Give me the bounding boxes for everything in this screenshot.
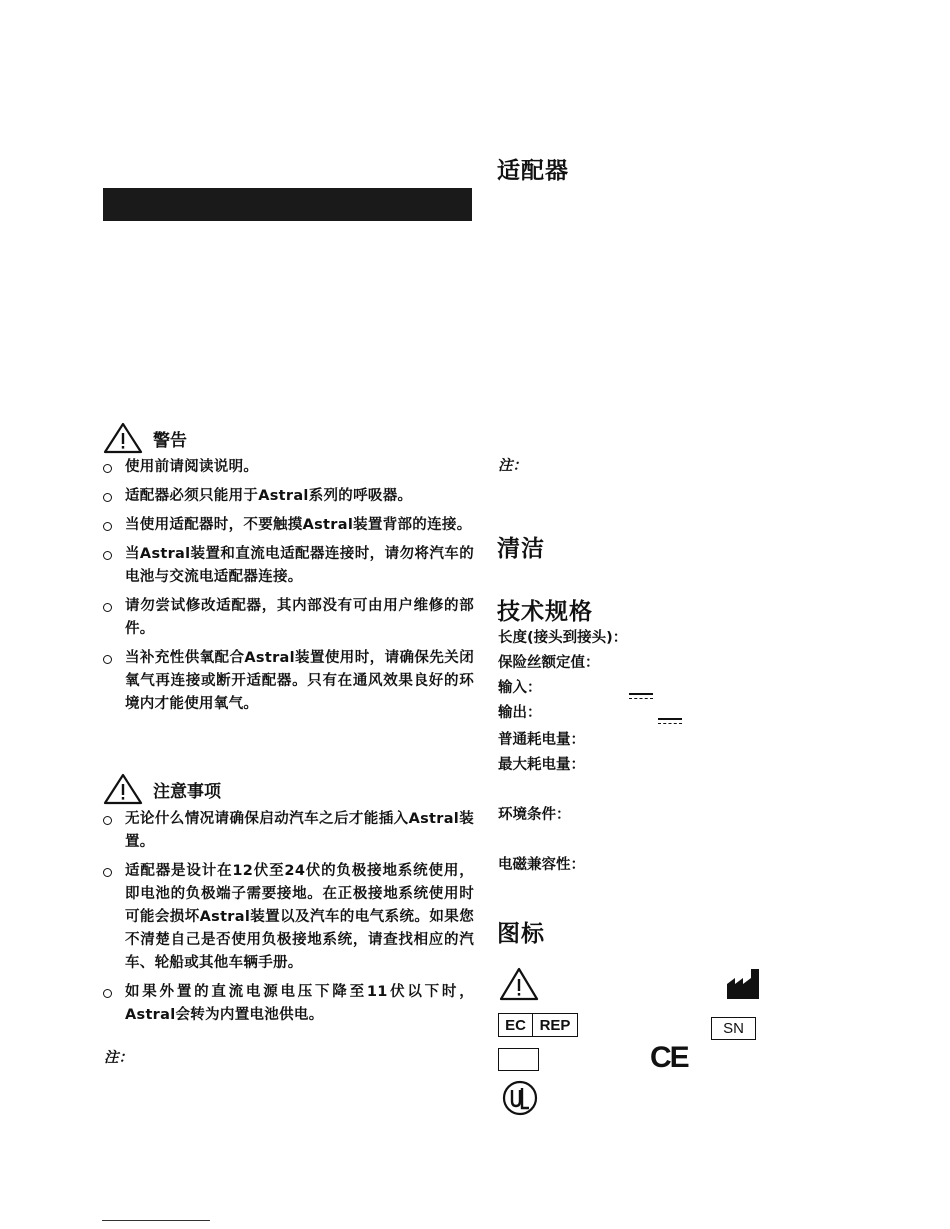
specs-heading: 技术规格: [497, 599, 593, 625]
list-item: 当使用适配器时，不要触摸Astral装置背部的连接。: [102, 514, 474, 537]
list-item: 当补充性供氧配合Astral装置使用时，请确保先关闭氧气再连接或断开适配器。只有在通风效果良好的环境内才能使用氧气。: [102, 647, 474, 716]
warning-triangle-icon: [499, 967, 539, 1001]
caution-heading: [103, 773, 221, 805]
right-note-label: 注：: [498, 458, 527, 474]
warning-heading: [103, 422, 187, 454]
spec-fuse: 保险丝额定值：: [498, 655, 600, 671]
left-note-label: 注：: [104, 1050, 133, 1066]
footer-rule: [102, 1220, 210, 1221]
spec-length: 长度(接头到接头)：: [498, 630, 628, 646]
cleaning-heading: 清洁: [497, 536, 545, 562]
spec-input: 输入：: [498, 680, 542, 696]
ul-mark-icon: [502, 1080, 538, 1116]
caution-list: [102, 808, 474, 1033]
section-header-bar: [103, 188, 472, 221]
warning-triangle-icon: [103, 422, 143, 454]
spec-typical-power: 普通耗电量：: [498, 732, 585, 748]
list-item: 请勿尝试修改适配器，其内部没有可由用户维修的部件。: [102, 595, 474, 641]
list-item: 适配器必须只能用于Astral系列的呼吸器。: [102, 485, 474, 508]
list-item: 适配器是设计在12伏至24伏的负极接地系统使用，即电池的负极端子需要接地。在正极接地系统使用时可能会损坏Astral装置以及汽车的电气系统。如果您不清楚自己是否使用负极接地系统，请查找相应的汽车、轮船或其他车辆手册。: [102, 860, 474, 975]
sn-symbol: SN: [711, 1017, 756, 1040]
rep-label: REP: [532, 1013, 578, 1037]
caution-title: 注意事项: [153, 781, 221, 802]
dc-current-icon: [658, 718, 682, 726]
list-item: 使用前请阅读说明。: [102, 456, 474, 479]
warning-title: 警告: [153, 430, 187, 451]
ec-rep-symbol: [498, 1013, 578, 1037]
list-item: 如果外置的直流电源电压下降至11伏以下时，Astral会转为内置电池供电。: [102, 981, 474, 1027]
warning-triangle-icon: [103, 773, 143, 805]
ce-mark: CE: [650, 1041, 688, 1074]
spec-emc: 电磁兼容性：: [498, 857, 585, 873]
warning-list: [102, 456, 474, 722]
spec-environment: 环境条件：: [498, 807, 571, 823]
empty-symbol-box: [498, 1048, 539, 1071]
spec-output: 输出：: [498, 705, 542, 721]
list-item: 无论什么情况请确保启动汽车之后才能插入Astral装置。: [102, 808, 474, 854]
symbols-heading: 图标: [497, 921, 545, 947]
dc-current-icon: [629, 693, 653, 701]
list-item: 当Astral装置和直流电适配器连接时，请勿将汽车的电池与交流电适配器连接。: [102, 543, 474, 589]
ec-label: EC: [498, 1013, 532, 1037]
manufacturer-factory-icon: [726, 968, 762, 1000]
spec-max-power: 最大耗电量：: [498, 757, 585, 773]
adapter-heading: 适配器: [497, 158, 569, 184]
